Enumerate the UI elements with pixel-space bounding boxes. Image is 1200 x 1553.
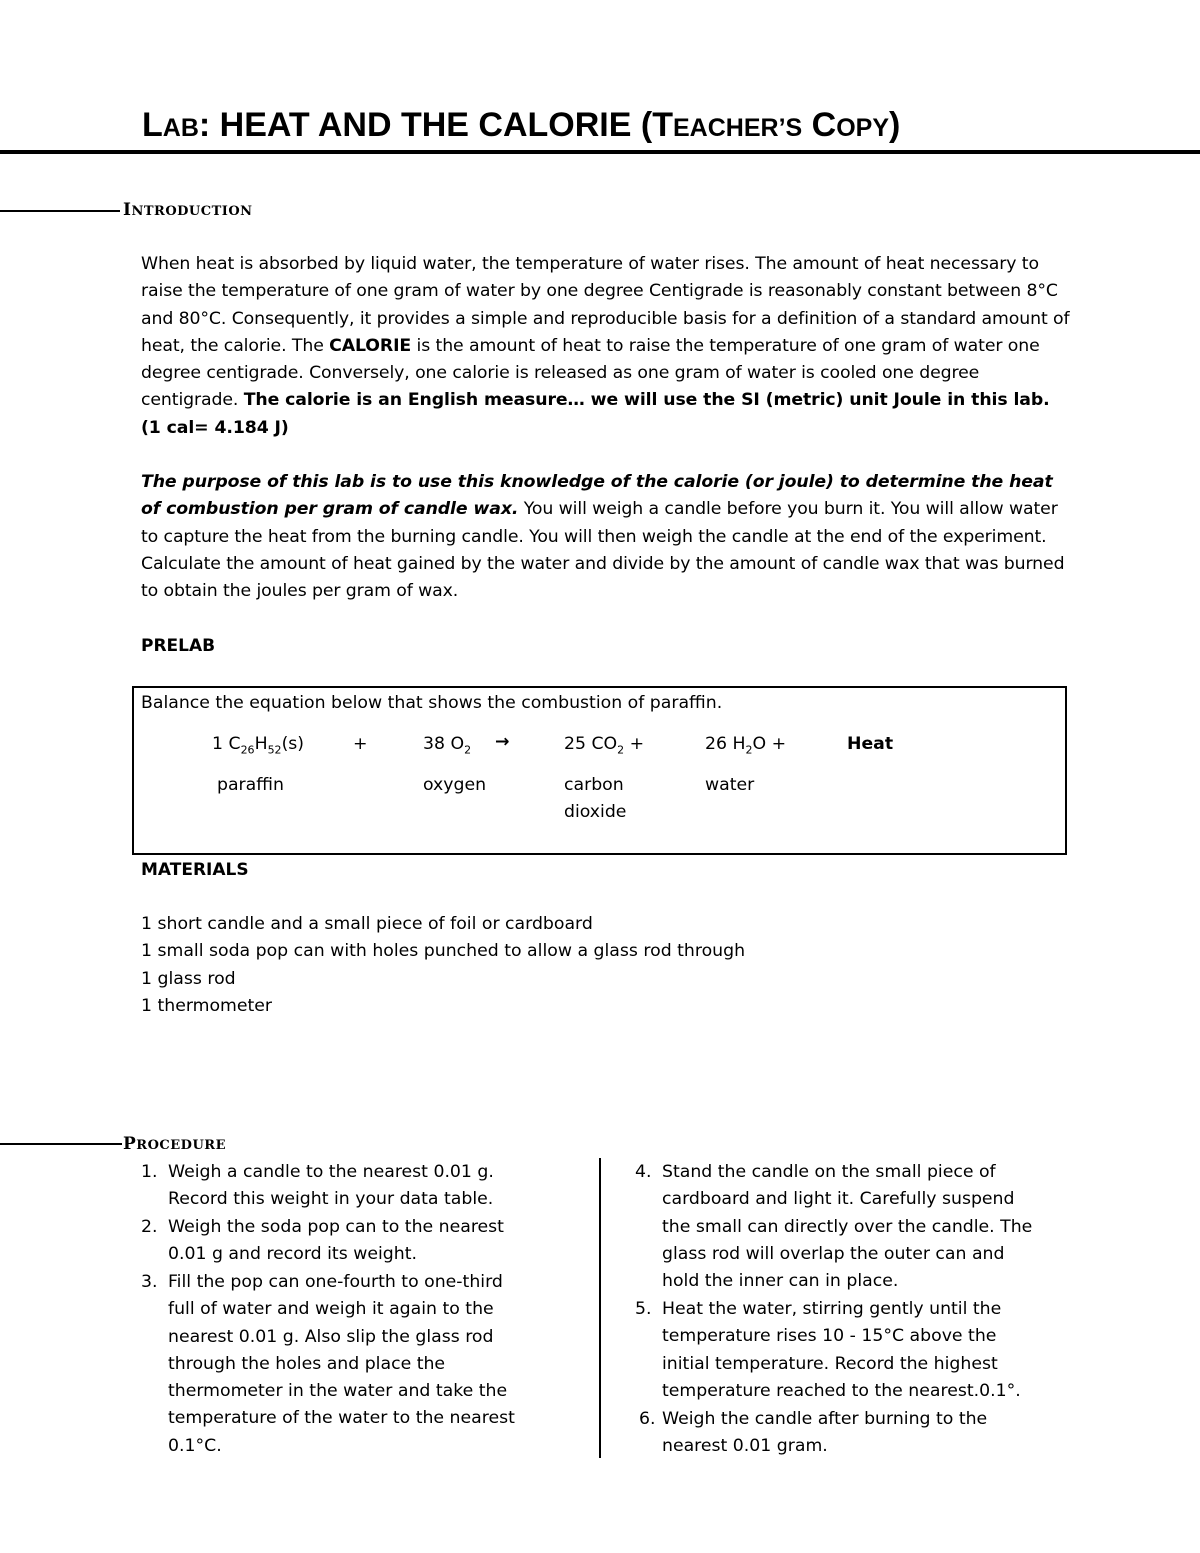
equation-paraffin: 1 $C_{26}H_{52}(s)$ bbox=[212, 734, 305, 757]
label-dioxide: dioxide bbox=[564, 802, 627, 822]
material-item: 1 small soda pop can with holes punched to allow a glass rod through bbox=[141, 941, 746, 961]
page-title: LAB: HEAT AND THE CALORIE (TEACHER’S COPY) bbox=[142, 106, 901, 144]
label-water: water bbox=[705, 775, 755, 795]
label-paraffin: paraffin bbox=[217, 775, 284, 795]
material-item: 1 short candle and a small piece of foil or cardboard bbox=[141, 914, 593, 934]
procedure-step-2: 2. Weigh the soda pop can to the nearest 0.01 g and record its weight. bbox=[141, 1217, 504, 1265]
equation-water: 26 $H_2O$ + bbox=[705, 734, 787, 757]
label-carbon: carbon bbox=[564, 775, 624, 795]
introduction-heading: INTRODUCTION bbox=[123, 200, 253, 220]
title-rule bbox=[0, 150, 1200, 154]
procedure-step-1: 1. Weigh a candle to the nearest 0.01 g. Record this weight in your data table. bbox=[141, 1162, 494, 1210]
material-item: 1 glass rod bbox=[141, 969, 236, 989]
equation-plus: + bbox=[353, 734, 368, 754]
procedure-heading: PROCEDURE bbox=[123, 1134, 227, 1154]
prelab-instruction: Balance the equation below that shows the combustion of paraffin. bbox=[141, 693, 723, 713]
procedure-step-4: 4. Stand the candle on the small piece of cardboard and light it. Carefully suspend the small can directly over the candle. The glass rod will overlap the outer can and hold the inner can in place. bbox=[635, 1162, 1033, 1292]
purpose-paragraph: The purpose of this lab is to use this knowledge of the calorie (or joule) to determine the heat of combustion per gram of candle wax. You will weigh a candle before you burn it. You will allow water to capture the heat from the burning candle. You will then weigh the candle at the end of the experiment. Calculate the amount of heat gained by the water and divide by the amount of candle wax that was burned to obtain the joules per gram of wax. bbox=[141, 472, 1065, 602]
column-divider bbox=[599, 1158, 601, 1458]
equation-heat: Heat bbox=[847, 734, 894, 754]
label-oxygen: oxygen bbox=[423, 775, 487, 795]
procedure-step-3: 3. Fill the pop can one-fourth to one-third full of water and weigh it again to the nearest 0.01 g. Also slip the glass rod through the holes and place the thermometer in the water and take the temperature of the water to the nearest 0.1°C. bbox=[141, 1272, 515, 1456]
equation-oxygen: 38 $O_2$ bbox=[423, 734, 472, 757]
yields-arrow-icon: → bbox=[495, 732, 510, 752]
introduction-paragraph: When heat is absorbed by liquid water, the temperature of water rises. The amount of heat necessary to raise the temperature of one gram of water by one degree Centigrade is reasonably constant between 8°C and 80°C. Consequently, it provides a simple and reproducible basis for a definition of a standard amount of heat, the calorie. The CALORIE is the amount of heat to raise the temperature of one gram of water one degree centigrade. Conversely, one calorie is released as one gram of water is cooled one degree centigrade. The calorie is an English measure… we will use the SI (metric) unit Joule in this lab. (1 cal= 4.184 J) bbox=[141, 254, 1070, 438]
procedure-rule bbox=[0, 1143, 122, 1145]
materials-heading: MATERIALS bbox=[141, 860, 249, 880]
prelab-heading: PRELAB bbox=[141, 636, 216, 656]
procedure-step-5: 5. Heat the water, stirring gently until the temperature rises 10 - 15°C above the initial temperature. Record the highest temperature reached to the nearest.0.1°. bbox=[635, 1299, 1021, 1401]
material-item: 1 thermometer bbox=[141, 996, 273, 1016]
equation-co2: 25 $CO_2$ + bbox=[564, 734, 645, 757]
procedure-step-6: 6. Weigh the candle after burning to the nearest 0.01 gram. bbox=[639, 1409, 988, 1457]
introduction-rule bbox=[0, 210, 120, 212]
